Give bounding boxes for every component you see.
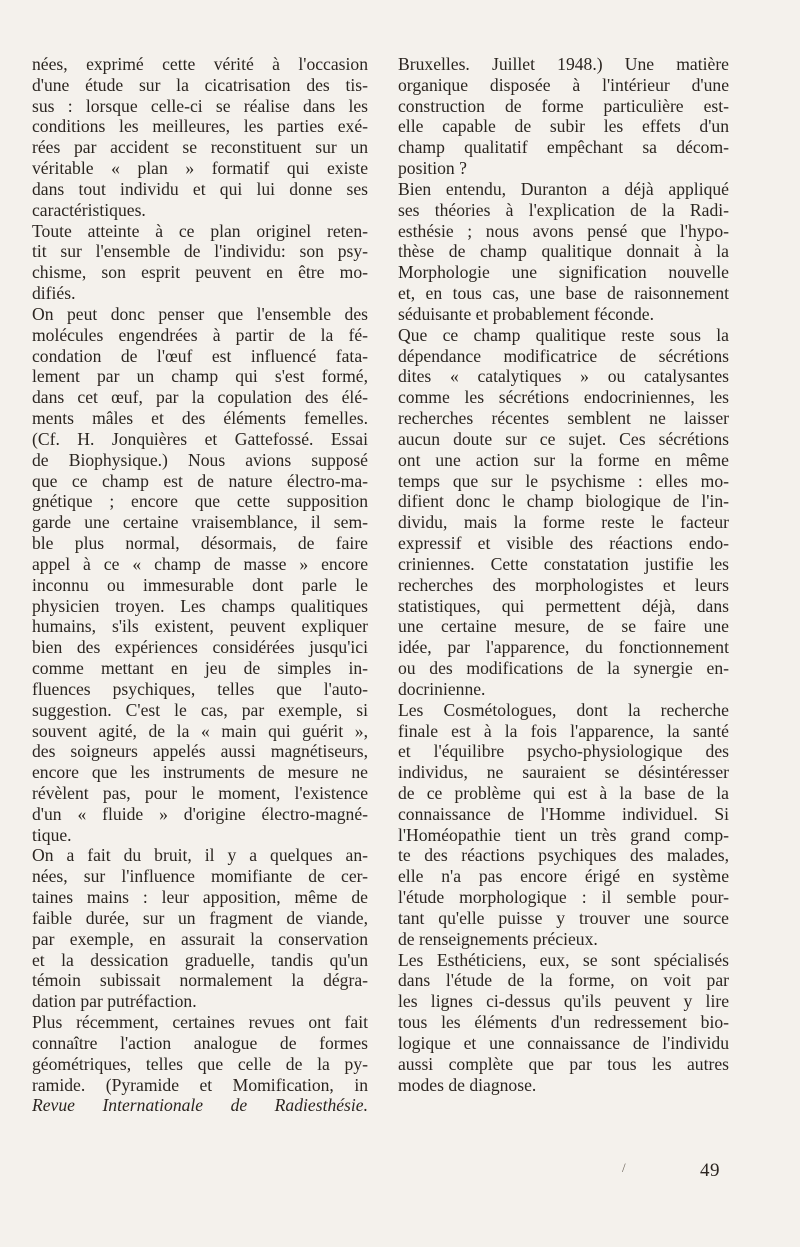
text-line: Bien entendu, Duranton a déjà appliqué: [398, 178, 729, 199]
text-line: appel à ce « champ de masse » encore: [32, 553, 368, 574]
text-line: d'un « fluide » d'origine électro-magné-: [32, 803, 368, 824]
text-line: comme mettant en jeu de simples in-: [32, 658, 368, 679]
text-line: logique et une connaissance de l'individu: [398, 1032, 729, 1053]
text-line: séduisante et probablement féconde.: [398, 303, 654, 324]
footer-mark: /: [622, 1160, 626, 1175]
text-line: caractéristiques.: [32, 199, 146, 220]
text-line: conditions les meilleures, les parties exé-: [32, 116, 368, 137]
page-number: 49: [700, 1160, 720, 1181]
text-line: et la dessication graduelle, tandis qu'un: [32, 949, 368, 970]
text-line: témoin subissait normalement la dégra-: [32, 970, 368, 991]
text-line: aussi complète que par tous les autres: [398, 1053, 729, 1074]
right-text-column: [398, 54, 729, 1095]
text-line: souvent agité, de la « main qui guérit »,: [32, 720, 368, 741]
text-line: recherches récentes semblent ne laisser: [398, 408, 729, 429]
text-line: connaître l'action analogue de formes: [32, 1032, 368, 1053]
text-line: te des réactions psychiques des malades,: [398, 845, 729, 866]
text-line: et l'équilibre psycho-physiologique des: [398, 741, 729, 762]
text-line: dation par putréfaction.: [32, 991, 197, 1012]
text-line: construction de forme particulière est-: [398, 95, 729, 116]
text-line: les lignes ci-dessus qu'ils peuvent y lire: [398, 991, 729, 1012]
text-line: dividu, mais la forme reste le facteur: [398, 512, 729, 533]
text-line: nées, exprimé cette vérité à l'occasion: [32, 54, 368, 74]
text-line: modes de diagnose.: [398, 1074, 537, 1095]
text-line: champ qualitatif empêchant sa décom-: [398, 137, 729, 158]
text-line: dans cet œuf, par la copulation des élé-: [32, 387, 368, 408]
text-line: de renseignements précieux.: [398, 928, 598, 949]
text-line: On a fait du bruit, il y a quelques an-: [32, 845, 368, 866]
text-line: gnétique ; encore que cette supposition: [32, 491, 368, 512]
text-line: idée, par l'apparence, du fonctionnement: [398, 637, 729, 658]
text-line: de ce problème qui est à la base de la: [398, 782, 729, 803]
text-line: garde une certaine vraisemblance, il sem-: [32, 512, 368, 533]
text-line: expressif et visible des réactions endo-: [398, 533, 729, 554]
text-line: Les Esthéticiens, eux, se sont spécialisés: [398, 949, 729, 970]
text-line: connaissance de l'Homme individuel. Si: [398, 803, 729, 824]
text-line: rées par accident se reconstituent sur un: [32, 137, 368, 158]
text-line: nées, sur l'influence momifiante de cer-: [32, 866, 368, 887]
text-line: tant qu'elle puisse y trouver une source: [398, 907, 729, 928]
text-line: Que ce champ qualitique reste sous la: [398, 324, 729, 345]
text-line: que ce champ est de nature électro-ma-: [32, 470, 368, 491]
text-line: de Biophysique.) Nous avions supposé: [32, 449, 368, 470]
left-text-column: [32, 54, 368, 1116]
text-line: (Cf. H. Jonquières et Gattefossé. Essai: [32, 428, 368, 449]
text-line: Bruxelles. Juillet 1948.) Une matière: [398, 54, 729, 74]
text-line: elle n'a pas encore érigé en système: [398, 866, 729, 887]
text-line: statistiques, qui permettent déjà, dans: [398, 595, 729, 616]
text-line: l'étude morphologique : il semble pour-: [398, 887, 729, 908]
text-line: l'Homéopathie tient un très grand comp-: [398, 824, 729, 845]
text-line: sus : lorsque celle-ci se réalise dans les: [32, 95, 368, 116]
text-line: véritable « plan » formatif qui existe: [32, 158, 368, 179]
text-line: bien des expériences considérées jusqu'ici: [32, 637, 368, 658]
text-line: et, en tous cas, une base de raisonnement: [398, 283, 729, 304]
text-line: Revue Internationale de Radiesthésie.: [32, 1095, 368, 1116]
text-line: Plus récemment, certaines revues ont fait: [32, 1012, 368, 1033]
text-line: dans l'étude de la forme, on voit par: [398, 970, 729, 991]
text-line: tit sur l'ensemble de l'individu: son psy-: [32, 241, 368, 262]
text-line: faible durée, sur un fragment de viande,: [32, 907, 368, 928]
text-line: Les Cosmétologues, dont la recherche: [398, 699, 729, 720]
text-line: finale est à la fois l'apparence, la santé: [398, 720, 729, 741]
text-line: organique disposée à l'intérieur d'une: [398, 74, 729, 95]
text-line: fluences psychiques, telles que l'auto-: [32, 678, 368, 699]
text-line: chisme, son esprit peuvent en être mo-: [32, 262, 368, 283]
text-line: individus, ne sauraient se désintéresser: [398, 762, 729, 783]
text-line: humains, s'ils existent, peuvent expliquer: [32, 616, 368, 637]
text-line: docrinienne.: [398, 678, 486, 699]
text-line: ou des modifications de la synergie en-: [398, 658, 729, 679]
text-line: recherches des morphologistes et leurs: [398, 574, 729, 595]
text-line: géométriques, telles que celle de la py-: [32, 1053, 368, 1074]
text-line: molécules engendrées à partir de la fé-: [32, 324, 368, 345]
text-line: ble plus normal, désormais, de faire: [32, 533, 368, 554]
text-line: ont une action sur la forme en même: [398, 449, 729, 470]
text-line: révèlent pas, pour le moment, l'existence: [32, 782, 368, 803]
text-line: une certaine mesure, de se faire une: [398, 616, 729, 637]
text-line: condation de l'œuf est influencé fata-: [32, 345, 368, 366]
text-line: thèse de champ qualitique donnait à la: [398, 241, 729, 262]
text-line: ramide. (Pyramide et Momification, in: [32, 1074, 368, 1095]
text-line: des soigneurs appelés aussi magnétiseurs,: [32, 741, 368, 762]
text-line: dans tout individu et qui lui donne ses: [32, 178, 368, 199]
text-line: par exemple, en assurait la conservation: [32, 928, 368, 949]
text-line: On peut donc penser que l'ensemble des: [32, 303, 368, 324]
text-line: suggestion. C'est le cas, par exemple, si: [32, 699, 368, 720]
text-line: difiés.: [32, 283, 76, 304]
text-line: dites « catalytiques » ou catalysantes: [398, 366, 729, 387]
text-line: inconnu ou immesurable dont parle le: [32, 574, 368, 595]
text-line: d'une étude sur la cicatrisation des tis-: [32, 74, 368, 95]
text-line: Toute atteinte à ce plan originel reten-: [32, 220, 368, 241]
text-line: Morphologie une signification nouvelle: [398, 262, 729, 283]
text-line: taines mains : leur apposition, même de: [32, 887, 368, 908]
text-line: difient donc le champ biologique de l'in-: [398, 491, 729, 512]
text-line: encore que les instruments de mesure ne: [32, 762, 368, 783]
text-line: criniennes. Cette constatation justifie les: [398, 553, 729, 574]
text-line: dépendance modificatrice de sécrétions: [398, 345, 729, 366]
text-line: temps que sur le psychisme : elles mo-: [398, 470, 729, 491]
text-line: comme les sécrétions endocriniennes, les: [398, 387, 729, 408]
text-line: aucun doute sur ce sujet. Ces sécrétions: [398, 428, 729, 449]
text-line: physicien troyen. Les champs qualitiques: [32, 595, 368, 616]
text-line: tique.: [32, 824, 72, 845]
text-line: esthésie ; nous avons pensé que l'hypo-: [398, 220, 729, 241]
text-line: lement par un champ qui s'est formé,: [32, 366, 368, 387]
text-line: elle capable de subir les effets d'un: [398, 116, 729, 137]
text-line: position ?: [398, 158, 467, 179]
text-line: tous les éléments d'un redressement bio-: [398, 1012, 729, 1033]
text-line: ments mâles et des éléments femelles.: [32, 408, 368, 429]
text-line: ses théories à l'explication de la Radi-: [398, 199, 729, 220]
